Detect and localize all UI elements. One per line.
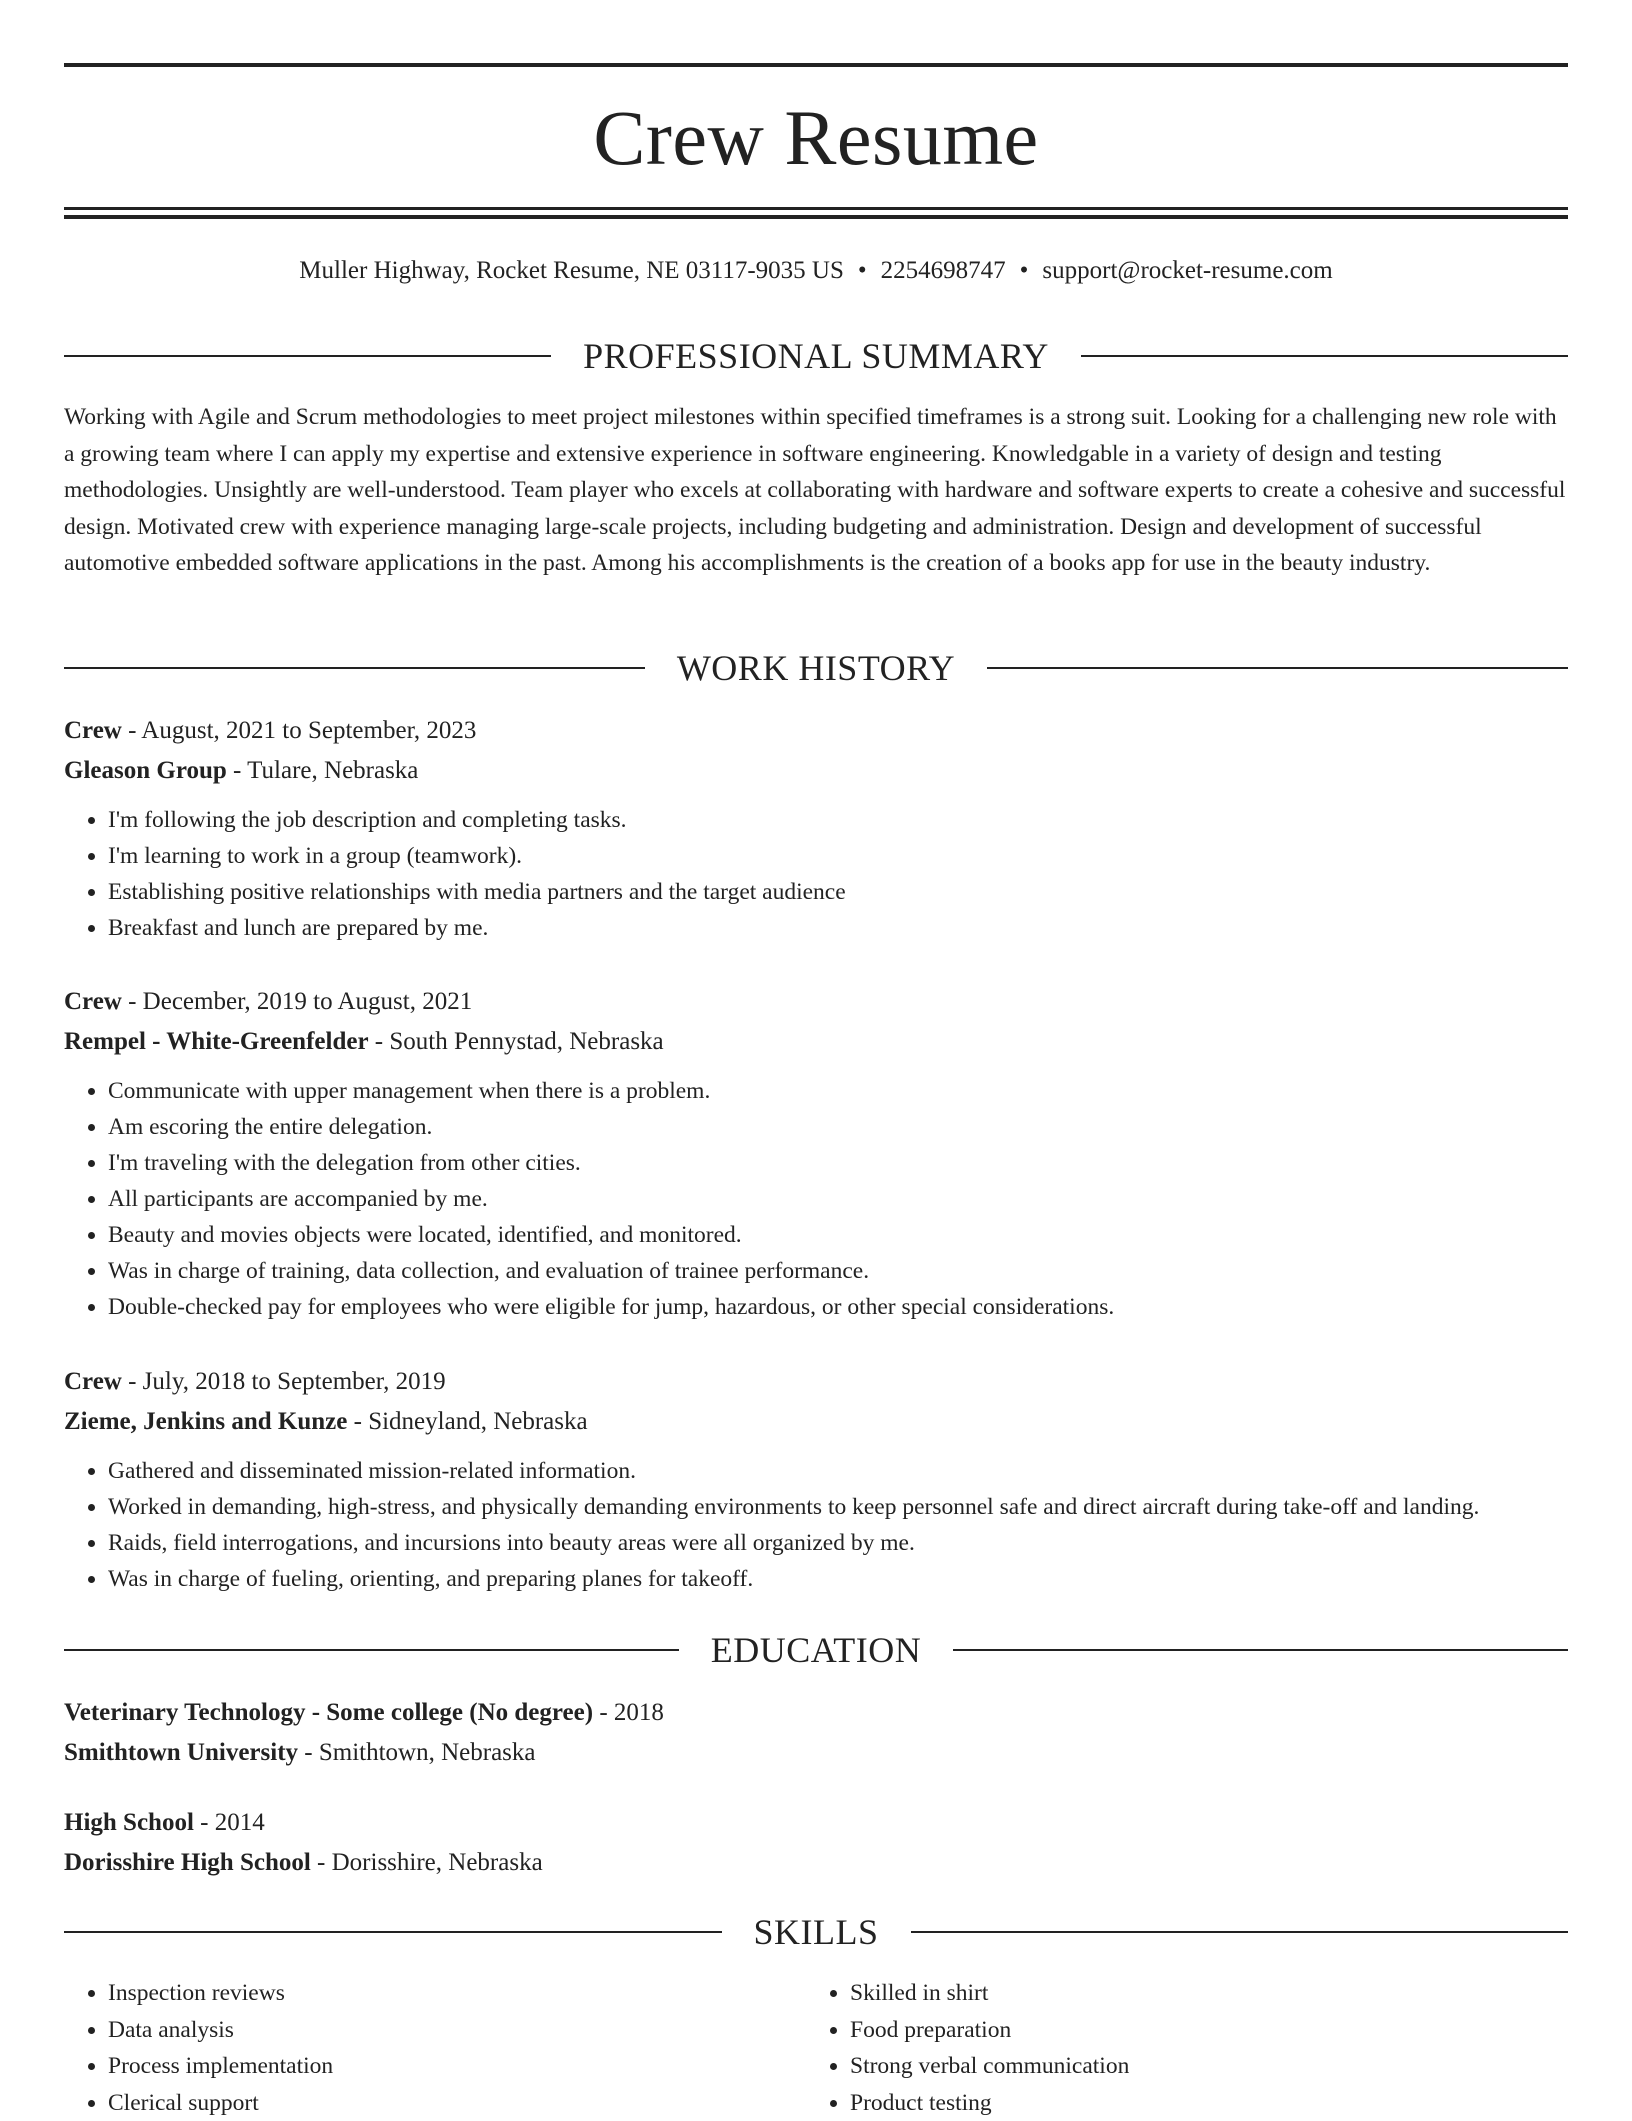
section-title: WORK HISTORY: [645, 648, 987, 688]
job-dates: - August, 2021 to September, 2023: [122, 717, 477, 744]
job-location: - Sidneyland, Nebraska: [347, 1408, 587, 1435]
contact-email: support@rocket-resume.com: [1042, 257, 1332, 284]
job-entry: [64, 711, 1568, 946]
job-location: - Tulare, Nebraska: [227, 757, 419, 784]
section-heading-work-history: [64, 648, 1568, 688]
job-company-line: [64, 1402, 1568, 1442]
contact-line: [64, 254, 1568, 288]
education-entry: [64, 1803, 1568, 1883]
job-role: Crew: [64, 717, 122, 744]
job-bullets: [64, 802, 1568, 946]
resume-title: Crew Resume: [64, 88, 1568, 188]
contact-separator: •: [1020, 254, 1029, 288]
job-dates: - December, 2019 to August, 2021: [122, 988, 472, 1015]
skill-item: • Food preparation: [850, 2012, 1506, 2049]
job-company-line: [64, 1022, 1568, 1062]
section-title: SKILLS: [722, 1912, 911, 1952]
skill-item: • Inspection reviews: [108, 1975, 764, 2012]
job-company: Rempel - White-Greenfelder: [64, 1028, 369, 1055]
skills-column-left: [64, 1975, 764, 2121]
contact-phone: 2254698747: [881, 257, 1006, 284]
job-title-line: [64, 982, 1568, 1022]
job-title-line: [64, 1362, 1568, 1402]
education-degree-line: [64, 1803, 1568, 1843]
heading-rule: [987, 667, 1568, 669]
education-degree: Veterinary Technology - Some college (No degree): [64, 1699, 593, 1726]
education-degree-line: [64, 1693, 1568, 1733]
job-role: Crew: [64, 988, 122, 1015]
job-location: - South Pennystad, Nebraska: [369, 1028, 664, 1055]
job-entry: [64, 1362, 1568, 1597]
heading-rule: [1081, 355, 1568, 357]
contact-address: Muller Highway, Rocket Resume, NE 03117-9035 US: [299, 257, 844, 284]
job-bullet: • Worked in demanding, high-stress, and physically demanding environments to keep personnel safe and direct aircraft during take-off and landing.: [108, 1489, 1568, 1525]
education-location: - Smithtown, Nebraska: [298, 1739, 535, 1766]
section-heading-education: [64, 1630, 1568, 1670]
job-bullet: • Raids, field interrogations, and incursions into beauty areas were all organized by me.: [108, 1525, 1568, 1561]
heading-rule: [953, 1649, 1568, 1651]
skill-item: • Data analysis: [108, 2012, 764, 2049]
job-entry: [64, 982, 1568, 1325]
skill-item: • Product testing: [850, 2085, 1506, 2121]
skill-item: • Strong verbal communication: [850, 2048, 1506, 2085]
section-title: PROFESSIONAL SUMMARY: [551, 336, 1081, 376]
skill-item: • Skilled in shirt: [850, 1975, 1506, 2012]
contact-separator: •: [858, 254, 867, 288]
summary-text: Working with Agile and Scrum methodologies to meet project milestones within specified timeframes is a strong suit. Looking for a challenging new role with a growing team where I can apply my expertise and extensive experience in software engineering. Knowledgable in a variety of design and testing methodologies. Unsightly are well-understood. Team player who excels at collaborating with hardware and software experts to create a cohesive and successful design. Motivated crew with experience managing large-scale projects, including budgeting and administration. Design and development of successful automotive embedded software applications in the past. Among his accomplishments is the creation of a books app for use in the beauty industry.: [64, 399, 1568, 582]
skills-column-right: [806, 1975, 1506, 2121]
heading-rule: [64, 1649, 679, 1651]
heading-rule: [64, 355, 551, 357]
job-company-line: [64, 751, 1568, 791]
section-title: EDUCATION: [679, 1630, 953, 1670]
title-rule-lower: [64, 215, 1568, 219]
education-year: - 2018: [593, 1699, 664, 1726]
title-rule-upper: [64, 207, 1568, 210]
skill-item: • Process implementation: [108, 2048, 764, 2085]
skills-list: [64, 1975, 764, 2121]
job-bullet: • I'm traveling with the delegation from other cities.: [108, 1145, 1568, 1181]
section-heading-skills: [64, 1912, 1568, 1952]
education-school-line: [64, 1843, 1568, 1883]
job-title-line: [64, 711, 1568, 751]
job-bullets: [64, 1073, 1568, 1325]
job-bullet: • Am escoring the entire delegation.: [108, 1109, 1568, 1145]
section-heading-summary: [64, 336, 1568, 376]
heading-rule: [64, 1931, 722, 1933]
job-bullet: • Gathered and disseminated mission-related information.: [108, 1453, 1568, 1489]
job-bullet: • All participants are accompanied by me.: [108, 1181, 1568, 1217]
job-bullet: • Breakfast and lunch are prepared by me.: [108, 910, 1568, 946]
job-bullet: • Communicate with upper management when there is a problem.: [108, 1073, 1568, 1109]
top-rule: [64, 63, 1568, 67]
resume-page: [64, 0, 1568, 2112]
education-year: - 2014: [194, 1809, 265, 1836]
skills-list: [806, 1975, 1506, 2121]
job-bullets: [64, 1453, 1568, 1597]
job-bullet: • Double-checked pay for employees who were eligible for jump, hazardous, or other special considerations.: [108, 1289, 1568, 1325]
job-role: Crew: [64, 1368, 122, 1395]
job-bullet: • Beauty and movies objects were located, identified, and monitored.: [108, 1217, 1568, 1253]
job-bullet: • Was in charge of fueling, orienting, and preparing planes for takeoff.: [108, 1561, 1568, 1597]
education-school: Dorisshire High School: [64, 1849, 311, 1876]
education-entry: [64, 1693, 1568, 1773]
job-company: Zieme, Jenkins and Kunze: [64, 1408, 347, 1435]
job-bullet: • Establishing positive relationships with media partners and the target audience: [108, 874, 1568, 910]
job-dates: - July, 2018 to September, 2019: [122, 1368, 446, 1395]
job-bullet: • I'm following the job description and completing tasks.: [108, 802, 1568, 838]
education-school: Smithtown University: [64, 1739, 298, 1766]
education-school-line: [64, 1733, 1568, 1773]
education-location: - Dorisshire, Nebraska: [311, 1849, 543, 1876]
heading-rule: [911, 1931, 1569, 1933]
skill-item: • Clerical support: [108, 2085, 764, 2121]
job-company: Gleason Group: [64, 757, 227, 784]
heading-rule: [64, 667, 645, 669]
job-bullet: • Was in charge of training, data collection, and evaluation of trainee performance.: [108, 1253, 1568, 1289]
education-degree: High School: [64, 1809, 194, 1836]
job-bullet: • I'm learning to work in a group (teamwork).: [108, 838, 1568, 874]
